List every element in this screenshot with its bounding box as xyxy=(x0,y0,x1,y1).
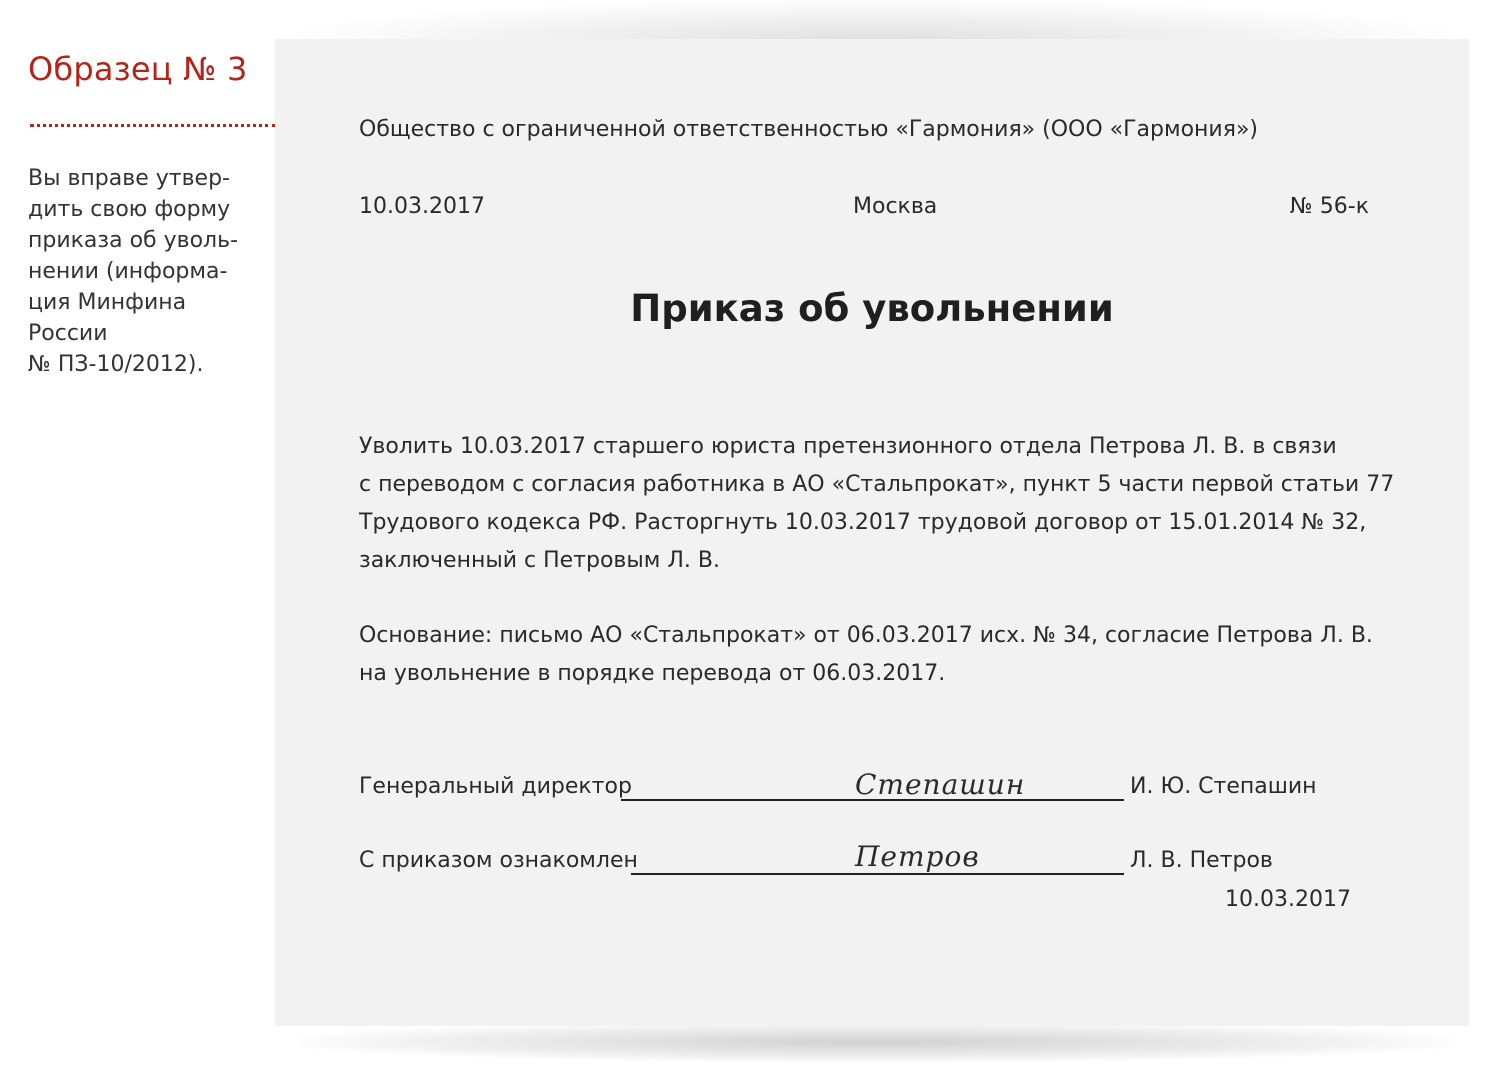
sample-title: Образец № 3 xyxy=(28,50,248,88)
employee-signature: Петров xyxy=(855,840,980,873)
document-number: № 56-к xyxy=(1289,194,1369,219)
sheet-shadow-top xyxy=(300,0,1450,40)
note-line: Вы вправе утвер- xyxy=(28,166,230,191)
order-line: заключенный с Петровым Л. В. xyxy=(359,548,720,573)
dotted-divider xyxy=(30,124,276,127)
note-line: дить свою форму xyxy=(28,197,231,222)
organization-name: Общество с ограниченной ответственностью «Гармония» (ООО «Гармония») xyxy=(359,117,1258,142)
acknowledgement-signature-line xyxy=(631,873,1124,875)
order-line: Уволить 10.03.2017 старшего юриста претензионного отдела Петрова Л. В. в связи xyxy=(359,434,1337,459)
director-label: Генеральный директор xyxy=(359,774,632,799)
note-line: приказа об уволь- xyxy=(28,228,239,253)
document-date: 10.03.2017 xyxy=(359,194,485,219)
basis-line: на увольнение в порядке перевода от 06.03.2017. xyxy=(359,661,946,686)
note-line: № ПЗ-10/2012). xyxy=(28,352,204,377)
basis-line: Основание: письмо АО «Стальпрокат» от 06.03.2017 исх. № 34, согласие Петрова Л. В. xyxy=(359,623,1373,648)
document-title: Приказ об увольнении xyxy=(630,287,1114,330)
basis-paragraph xyxy=(359,617,1373,693)
sample-note xyxy=(28,163,258,380)
document-city: Москва xyxy=(853,194,938,219)
note-line: нении (информа- xyxy=(28,259,228,284)
order-paragraph xyxy=(359,428,1395,580)
order-line: с переводом с согласия работника в АО «Стальпрокат», пункт 5 части первой статьи 77 xyxy=(359,472,1395,497)
note-line: России xyxy=(28,321,108,346)
document-meta-row xyxy=(359,194,1369,224)
order-line: Трудового кодекса РФ. Расторгнуть 10.03.2017 трудовой договор от 15.01.2014 № 32, xyxy=(359,510,1367,535)
director-signature: Степашин xyxy=(855,768,1026,801)
acknowledgement-date: 10.03.2017 xyxy=(1225,887,1351,912)
sheet-shadow-bottom xyxy=(300,1022,1450,1062)
note-line: ция Минфина xyxy=(28,290,187,315)
document-sheet xyxy=(275,39,1469,1026)
document-title-wrap xyxy=(275,287,1469,330)
employee-name: Л. В. Петров xyxy=(1130,848,1273,873)
acknowledgement-label: С приказом ознакомлен xyxy=(359,848,638,873)
director-name: И. Ю. Степашин xyxy=(1130,774,1317,799)
